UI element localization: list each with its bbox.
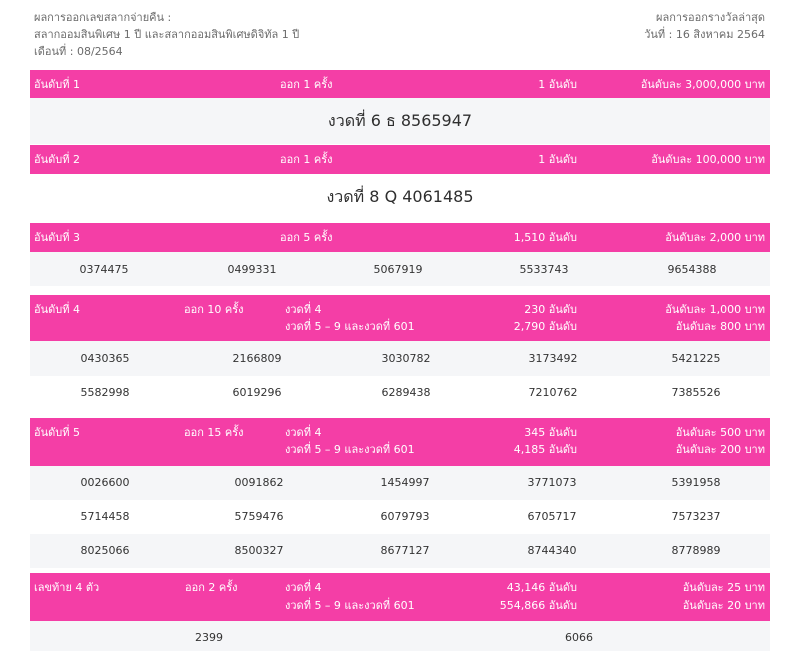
prize5-count-a: 345 อันดับ [524, 426, 577, 439]
prize1-count: 1 อันดับ [538, 78, 577, 91]
prize1-amount: อันดับละ 3,000,000 บาท [640, 78, 765, 91]
prize2-label: อันดับที่ 2 [34, 153, 80, 166]
prize2-count: 1 อันดับ [538, 153, 577, 166]
prize4-number: 7385526 [671, 386, 721, 399]
prize4-number: 2166809 [232, 352, 282, 365]
last4-band [30, 621, 770, 651]
prize4-label: อันดับที่ 4 [34, 303, 80, 316]
prize4-amount-a: อันดับละ 1,000 บาท [665, 303, 765, 316]
prize4-amount-b: อันดับละ 800 บาท [675, 320, 765, 333]
prize3-number: 0374475 [79, 263, 129, 276]
prize4-number: 5582998 [80, 386, 130, 399]
prize4-round-a: งวดที่ 4 [285, 303, 322, 316]
prize2-header [30, 145, 770, 174]
latest-date: วันที่ : 16 สิงหาคม 2564 [644, 28, 765, 41]
prize5-number: 5391958 [671, 476, 721, 489]
draw-subtitle: สลากออมสินพิเศษ 1 ปี และสลากออมสินพิเศษดิจิทัล 1 ปี [34, 28, 300, 41]
prize5-times: ออก 15 ครั้ง [184, 426, 244, 439]
prize5-number: 5759476 [234, 510, 284, 523]
prize4-count-b: 2,790 อันดับ [513, 320, 577, 333]
draw-info [34, 9, 299, 60]
prize5-amount-a: อันดับละ 500 บาท [675, 426, 765, 439]
prize5-round-a: งวดที่ 4 [285, 426, 322, 439]
last4-number: 2399 [195, 631, 223, 644]
last4-times: ออก 2 ครั้ง [185, 581, 238, 594]
prize1-result: งวดที่ 6 ธ 8565947 [327, 111, 473, 130]
prize5-number: 8677127 [380, 544, 430, 557]
latest-title: ผลการออกรางวัลล่าสุด [656, 11, 765, 24]
last4-count-a: 43,146 อันดับ [506, 581, 577, 594]
prize2-result: งวดที่ 8 Q 4061485 [326, 187, 474, 206]
prize2-times: ออก 1 ครั้ง [280, 153, 333, 166]
prize5-number: 8025066 [80, 544, 130, 557]
prize3-label: อันดับที่ 3 [34, 231, 80, 244]
last4-header [30, 573, 770, 621]
prize3-count: 1,510 อันดับ [513, 231, 577, 244]
prize4-number: 3173492 [528, 352, 578, 365]
prize4-number: 6019296 [232, 386, 282, 399]
prize4-number: 5421225 [671, 352, 721, 365]
prize4-number: 6289438 [381, 386, 431, 399]
prize5-number: 8500327 [234, 544, 284, 557]
prize5-number: 0091862 [234, 476, 284, 489]
prize3-header [30, 223, 770, 252]
prize5-amount-b: อันดับละ 200 บาท [675, 443, 765, 456]
prize4-number: 7210762 [528, 386, 578, 399]
prize5-header [30, 418, 770, 466]
prize5-count-b: 4,185 อันดับ [513, 443, 577, 456]
last4-round-a: งวดที่ 4 [285, 581, 322, 594]
prize3-amount: อันดับละ 2,000 บาท [665, 231, 765, 244]
last4-round-b: งวดที่ 5 – 9 และงวดที่ 601 [285, 599, 415, 612]
prize4-number: 0430365 [80, 352, 130, 365]
prize5-number: 8744340 [527, 544, 577, 557]
prize1-header [30, 70, 770, 98]
prize5-number: 5714458 [80, 510, 130, 523]
prize4-count-a: 230 อันดับ [524, 303, 577, 316]
prize2-amount: อันดับละ 100,000 บาท [651, 153, 765, 166]
latest-info [644, 9, 765, 43]
prize5-number: 7573237 [671, 510, 721, 523]
prize5-number: 6705717 [527, 510, 577, 523]
prize1-label: อันดับที่ 1 [34, 78, 80, 91]
prize5-number: 1454997 [380, 476, 430, 489]
prize3-number: 0499331 [227, 263, 277, 276]
prize3-number: 5067919 [373, 263, 423, 276]
prize4-round-b: งวดที่ 5 – 9 และงวดที่ 601 [285, 320, 415, 333]
prize3-number: 9654388 [667, 263, 717, 276]
prize3-number: 5533743 [519, 263, 569, 276]
last4-number: 6066 [565, 631, 593, 644]
prize4-number: 3030782 [381, 352, 431, 365]
prize4-times: ออก 10 ครั้ง [184, 303, 244, 316]
prize1-times: ออก 1 ครั้ง [280, 78, 333, 91]
prize4-header [30, 295, 770, 341]
last4-amount-b: อันดับละ 20 บาท [682, 599, 765, 612]
prize5-number: 8778989 [671, 544, 721, 557]
draw-title: ผลการออกเลขสลากจ่ายคืน : [34, 11, 172, 24]
prize5-number: 3771073 [527, 476, 577, 489]
prize5-number: 6079793 [380, 510, 430, 523]
last4-count-b: 554,866 อันดับ [499, 599, 577, 612]
prize5-round-b: งวดที่ 5 – 9 และงวดที่ 601 [285, 443, 415, 456]
prize3-times: ออก 5 ครั้ง [280, 231, 333, 244]
last4-label: เลขท้าย 4 ตัว [34, 581, 100, 594]
draw-month: เดือนที่ : 08/2564 [34, 45, 123, 58]
prize5-number: 0026600 [80, 476, 130, 489]
last4-amount-a: อันดับละ 25 บาท [682, 581, 765, 594]
prize5-label: อันดับที่ 5 [34, 426, 80, 439]
